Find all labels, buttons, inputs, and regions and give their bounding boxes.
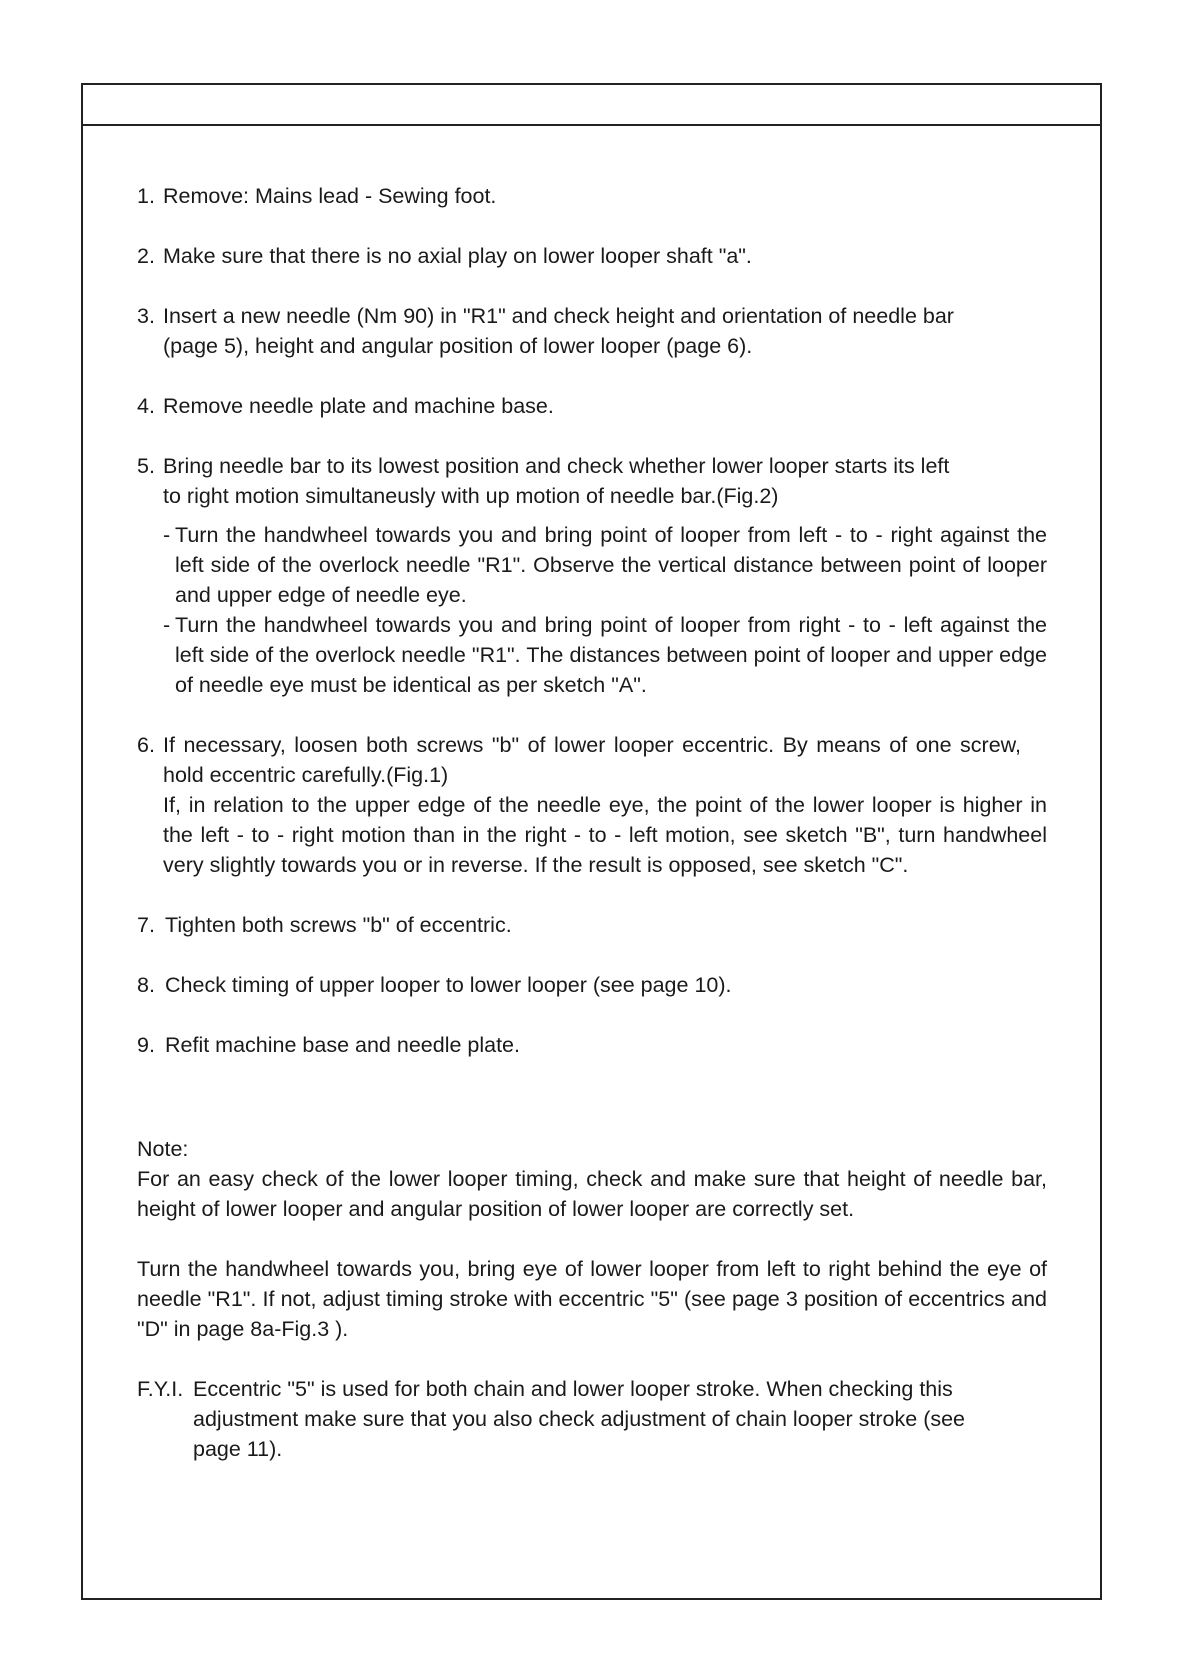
note-paragraph-1: For an easy check of the lower looper timing, check and make sure that height of needle bar, height of lower looper and angular position of lower looper are correctly set.: [137, 1167, 1047, 1221]
instructions-content: [137, 181, 1047, 1464]
sub-step: [137, 610, 1047, 700]
step-4: [137, 391, 1047, 421]
step-text: Check timing of upper looper to lower looper (see page 10).: [165, 973, 732, 997]
note-heading: Note:: [137, 1137, 189, 1161]
step-text: Insert a new needle (Nm 90) in "R1" and check height and orientation of needle bar (page 5), height and angular position of lower looper (page 6).: [163, 304, 954, 358]
step-number: 4.: [137, 394, 155, 418]
step-number: 7.: [137, 913, 155, 937]
step-number: 2.: [137, 244, 155, 268]
sub-step-text: Turn the handwheel towards you and bring point of looper from right - to - left against the left side of the overlock needle "R1". The distances between point of looper and upper edge of needle eye must be identical as per sketch "A".: [175, 613, 1047, 697]
header-band: [83, 85, 1100, 126]
sub-step-dash: -: [163, 523, 171, 547]
step-text: Tighten both screws "b" of eccentric.: [165, 913, 512, 937]
step-7: [137, 910, 1047, 940]
step-text-continued: If, in relation to the upper edge of the needle eye, the point of the lower looper is higher in the left - to - right motion than in the right - to - left motion, see sketch "B", turn handwheel very slightly towards you or in reverse. If the result is opposed, see sketch "C".: [163, 793, 1047, 877]
step-2: [137, 241, 1047, 271]
step-number: 9.: [137, 1033, 155, 1057]
step-text: Make sure that there is no axial play on lower looper shaft "a".: [163, 244, 752, 268]
note-paragraph-2: Turn the handwheel towards you, bring eye of lower looper from left to right behind the eye of needle "R1". If not, adjust timing stroke with eccentric "5" (see page 3 position of eccentrics and "D" in page 8a-Fig.3 ).: [137, 1257, 1047, 1341]
step-text: Refit machine base and needle plate.: [165, 1033, 520, 1057]
step-number: 1.: [137, 184, 155, 208]
fyi-text: Eccentric "5" is used for both chain and lower looper stroke. When checking this adjustment make sure that you also check adjustment of chain looper stroke (see page 11).: [193, 1377, 966, 1461]
sub-step: [137, 520, 1047, 610]
step-number: 6.: [137, 733, 155, 757]
sub-step-text: Turn the handwheel towards you and bring point of looper from left - to - right against the left side of the overlock needle "R1". Observe the vertical distance between point of looper and upper edge of needle eye.: [175, 523, 1047, 607]
fyi-note: [137, 1374, 1033, 1464]
step-3: [137, 301, 1047, 361]
step-text: Bring needle bar to its lowest position and check whether lower looper starts its left to right motion simultaneusly with up motion of needle bar.(Fig.2): [163, 454, 950, 508]
step-9: [137, 1030, 1047, 1060]
step-number: 8.: [137, 973, 155, 997]
step-1: [137, 181, 1047, 211]
step-text: Remove: Mains lead - Sewing foot.: [163, 184, 497, 208]
note-section: [137, 1134, 1047, 1464]
step-5: [137, 451, 1047, 700]
sub-step-dash: -: [163, 613, 171, 637]
fyi-label: F.Y.I.: [137, 1377, 184, 1401]
step-number: 5.: [137, 454, 155, 478]
step-number: 3.: [137, 304, 155, 328]
step-text: Remove needle plate and machine base.: [163, 394, 554, 418]
step-6: [137, 730, 1047, 880]
step-8: [137, 970, 1047, 1000]
step-text: If necessary, loosen both screws "b" of lower looper eccentric. By means of one screw, hold eccentric carefully.(Fig.1): [163, 733, 1021, 787]
